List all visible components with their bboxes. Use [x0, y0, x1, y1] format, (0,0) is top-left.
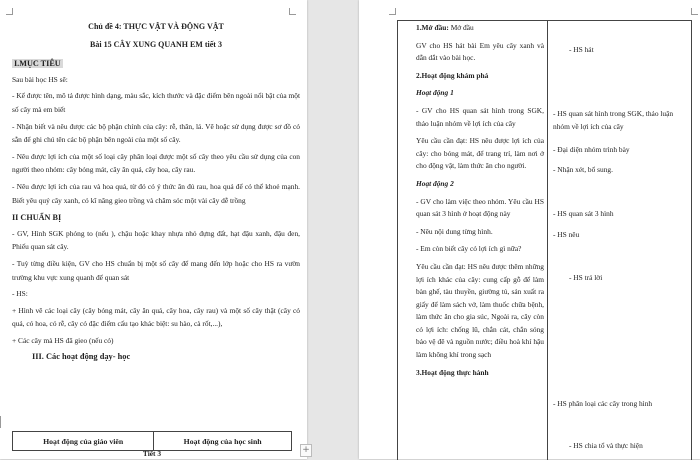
section-heading: 2.Hoạt động khám phá [416, 70, 489, 80]
student-step: - HS nêu [553, 230, 580, 239]
activity-heading: Hoạt động 1 [416, 88, 454, 98]
objective-item: - Nêu được lợi ích của một số loại cây phân loại được một số cây theo yêu cầu sử dụng của con người theo nhóm: cây bóng mát, cây ăn quả, cây hoa, cây rau. [12, 151, 300, 175]
prep-heading: II CHUẨN BỊ [12, 213, 62, 223]
prep-item: + Các cây mà HS đã gieo (nếu có) [12, 335, 114, 345]
student-step: - HS trả lời [569, 273, 603, 282]
prep-item: - HS: [12, 289, 28, 299]
student-step: - Nhận xét, bổ sung. [553, 165, 613, 174]
section-subtitle: Mở đầu [448, 23, 474, 32]
student-step: - HS quan sát 3 hình [553, 209, 614, 218]
margin-marker [0, 416, 5, 428]
teacher-step: Yêu cầu cần đạt: HS nêu được thêm những lợi ích khác của cây: cung cấp gỗ để làm bàn ghế, tàu thuyền, giường tủ, sản xuất ra giấy để làm sách vở, làm thuốc chữa bệnh, làm thức ăn cho gia súc, Ngoài ra, cây còn có lợi ích: chống lũ, chắn cát, chắn sóng bảo vệ đê và nguồn nước; điều hoà khí hậu làm không khí trong sạch [416, 261, 544, 360]
teacher-step: Yêu cầu cần đạt: HS nêu được lợi ích của cây: cho bóng mát, để trang trí, làm nơi ở cho động vật, làm thức ăn cho người. [416, 136, 544, 171]
activities-heading: III. Các hoạt động dạy- học [32, 352, 131, 362]
teacher-column [416, 22, 544, 384]
column-divider [547, 21, 548, 460]
teacher-step: - GV cho HS quan sát hình trong SGK, thảo luận nhóm về lợi ích của cây [416, 105, 544, 128]
add-row-button[interactable]: + [300, 444, 312, 457]
crop-mark [691, 8, 698, 15]
teacher-step: GV cho HS hát bài Em yêu cây xanh và dẫn dắt vào bài học. [416, 40, 544, 63]
crop-mark [6, 8, 13, 15]
section-heading: 1.Mở đầu: [416, 23, 449, 32]
left-page-text [12, 20, 300, 364]
student-step: - HS chia tổ và thực hiện [569, 441, 643, 450]
objective-item: - Kể được tên, mô tả được hình dạng, màu sắc, kích thước và đặc điểm bên ngoài nổi bật của một số cây mà em biết [12, 91, 300, 114]
objective-item: - Nhận biết và nêu được các bộ phận chính của cây: rễ, thân, lá. Vẽ hoặc sử dụng được sơ đồ có sẵn để ghi chú tên các bộ phận bên ngoài của một số cây. [12, 121, 300, 145]
objectives-heading: I.MỤC TIÊU [14, 59, 61, 69]
prep-item: - Tuỳ từng điều kiện, GV cho HS chuẩn bị một số cây để mang đến lớp hoặc cho HS ra vườn trường khu vực xung quanh để quan sát [12, 258, 300, 282]
student-step: - HS hát [569, 45, 594, 54]
student-step: - HS quan sát hình trong SGK, thảo luận nhóm về lợi ích của cây [553, 109, 674, 131]
student-step: - Đại diện nhóm trình bày [553, 145, 630, 154]
crop-mark [289, 8, 296, 15]
objectives-intro: Sau bài học HS sẽ: [12, 74, 68, 84]
lesson-title: Bài 15 CÂY XUNG QUANH EM tiết 3 [90, 39, 222, 49]
table-header-teacher: Hoạt động của giáo viên [13, 432, 154, 451]
crop-mark [389, 8, 396, 15]
teacher-step: - GV cho làm việc theo nhóm. Yêu cầu HS quan sát 3 hình ở hoạt động này [416, 196, 544, 219]
prep-item: + Hình vẽ các loại cây (cây bóng mát, cây ăn quả, cây hoa, cây rau) và một số cây thật (cây có quả, có hoa, có rễ, cây có đặc điểm cấu tạo khác biệt: su hào, cà rốt,...), [12, 305, 300, 329]
topic-heading: Chủ đề 4: THỰC VẬT VÀ ĐỘNG VẬT [88, 22, 224, 31]
teacher-step: - Em còn biết cây có lợi ích gì nữa? [416, 244, 522, 254]
section-heading: 3.Hoạt động thực hành [416, 367, 489, 377]
tiet-label: Tiết 3 [142, 449, 162, 458]
prep-item: - GV, Hình SGK phóng to (nếu ), chậu hoặc khay nhựa nhỏ đựng đất, hạt đậu xanh, đậu đen, Phiếu quan sát cây. [12, 228, 300, 252]
activities-table [12, 431, 292, 451]
activity-heading: Hoạt động 2 [416, 178, 454, 188]
objective-item: - Nêu được lợi ích của rau và hoa quả, từ đó có ý thức ăn đủ rau, hoa quả để có thể khoẻ mạnh. Biết yêu quý cây xanh, có kĩ năng gieo trồng và chăm sóc một vài cây dễ trồng [12, 181, 300, 205]
table-header-student: Hoạt động của học sinh [154, 432, 292, 451]
student-step: - HS phân loại các cây trong hình [553, 399, 653, 408]
teacher-step: - Nêu nội dung từng hình. [416, 226, 493, 236]
